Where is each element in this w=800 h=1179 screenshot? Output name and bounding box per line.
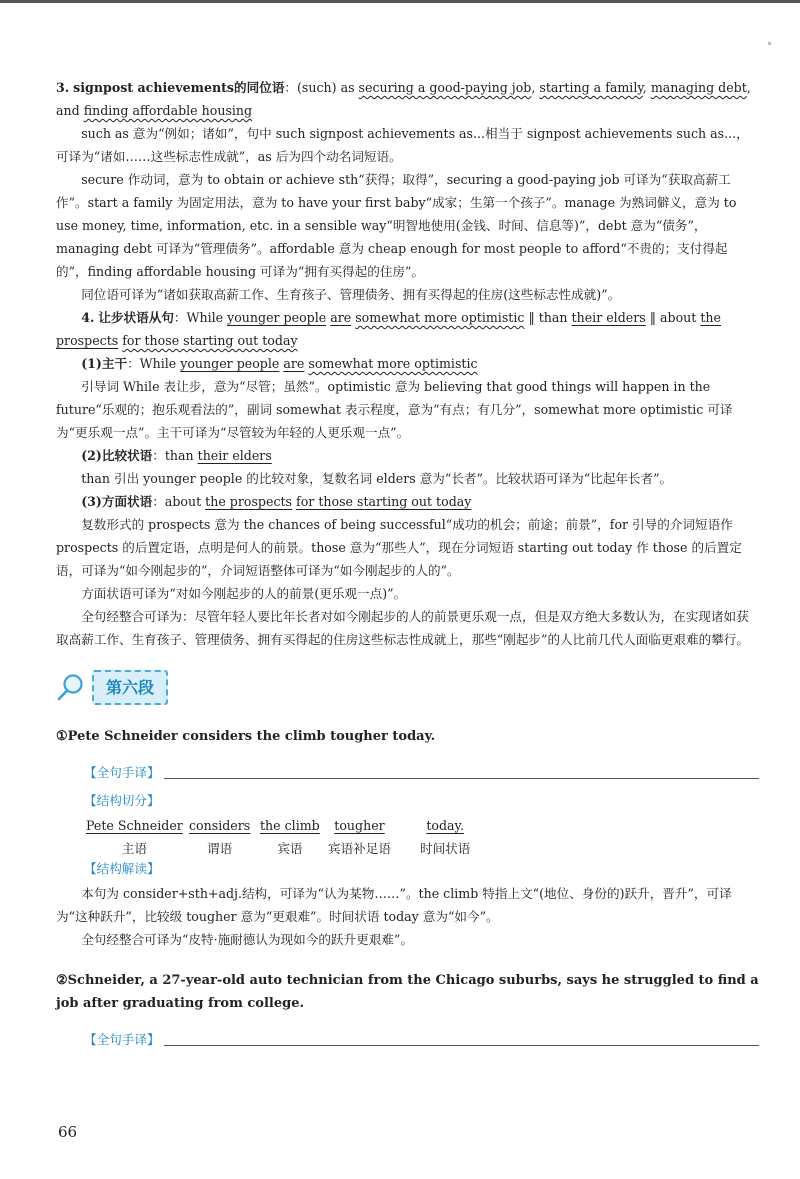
segment-en: considers <box>189 818 251 833</box>
tag-analysis: 【结构解读】 <box>84 860 160 876</box>
appositive-item: finding affordable housing <box>83 103 253 118</box>
segment-role: 主语 <box>121 841 147 856</box>
predicative: somewhat more optimistic <box>308 356 478 371</box>
tag-translate: 【全句手译】 <box>84 764 160 780</box>
predicative: somewhat more optimistic <box>355 310 525 325</box>
page-content <box>56 76 759 1053</box>
comparison-object: their elders <box>197 448 272 463</box>
section-header <box>56 669 759 705</box>
appositive-item: managing debt <box>650 80 747 95</box>
tag-translate: 【全句手译】 <box>84 1031 160 1047</box>
point4-heading <box>56 306 759 352</box>
segment-subject <box>86 814 183 860</box>
subpoint-heading <box>56 490 759 513</box>
segment-role: 宾语补足语 <box>328 841 391 856</box>
explanation-paragraph: 本句为 consider+sth+adj.结构，可译为“认为某物……”。the climb 特指上文“(地位、身份的)跃升，晋升”，可译为“这种跃升”，比较级 tougher 意为“更艰难”。时间状语 today 意为“如今”。 <box>56 886 732 924</box>
explanation-paragraph: secure 作动词，意为 to obtain or achieve sth“获得；取得”，securing a good-paying job 可译为“获取高薪工作”。start a family 为固定用法，意为 to have your first baby“成家；生第一个孩子”。manage 为熟词僻义，意为 to use money, time, information, etc. in a sensible way“明智地使用(金钱、时间、信息等)”，debt 意为“债务”，managing debt 可译为“管理债务”。affordable 意为 cheap enough for most people to afford“不贵的；支付得起的”，finding affordable housing 可译为“拥有买得起的住房”。 <box>56 172 737 279</box>
point-label: 的同位语 <box>234 80 285 95</box>
explanation-paragraph: 方面状语可译为“对如今刚起步的人的前景(更乐观一点)”。 <box>81 586 407 601</box>
segment-complement <box>328 814 391 860</box>
appositive-item: starting a family <box>539 80 643 95</box>
subpoint-heading <box>56 444 759 467</box>
segment-role: 谓语 <box>207 841 233 856</box>
point-number: 3. <box>56 80 70 95</box>
appositive-item: securing a good-paying job <box>358 80 532 95</box>
top-rule <box>0 0 800 3</box>
section-title: 第六段 <box>92 670 168 705</box>
translate-row <box>56 758 759 786</box>
structure-breakdown <box>84 814 759 854</box>
answer-line[interactable] <box>164 1033 759 1046</box>
subpoint-heading <box>56 352 759 375</box>
segment-predicate <box>189 814 250 860</box>
segment-en: Pete Schneider <box>86 818 183 833</box>
summary-paragraph: 全句经整合可译为：尽管年轻人要比年长者对如今刚起步的人的前景更乐观一点，但是双方绝大多数认为，在实现诸如获取高薪工作、生育孩子、管理债务、拥有买得起的住房这些标志性成就上，那些“刚起步”的人比前几代人面临更艰难的攀行。 <box>56 609 749 647</box>
sentence-2: ②Schneider, a 27-year-old auto technician from the Chicago suburbs, says he struggled to find a job after graduating from college. <box>56 973 759 1011</box>
explanation-paragraph: such as 意为“例如；诸如”，句中 such signpost achievements as...相当于 signpost achievements such as...，可译为“诸如……这些标志性成就”，as 后为四个动名词短语。 <box>56 126 749 164</box>
sep: , and <box>56 80 751 118</box>
clause-text: ‖ about <box>645 310 701 325</box>
clause-text: ：than <box>152 448 198 463</box>
point-term: signpost achievements <box>73 80 235 95</box>
sep: , <box>642 80 651 95</box>
structure-row <box>56 786 759 814</box>
point-colon: ： <box>173 310 187 325</box>
translate-row <box>56 1025 759 1053</box>
subpoint-label: (3)方面状语 <box>81 494 153 509</box>
point3-heading <box>56 76 759 122</box>
clause-text: ：about <box>152 494 206 509</box>
magnifier-icon <box>56 672 86 702</box>
segment-en: the climb <box>260 818 320 833</box>
explanation-paragraph: 复数形式的 prospects 意为 the chances of being successful“成功的机会；前途；前景”，for 引导的介词短语作 prospects 的后置定语，点明是何人的前景。those 意为“那些人”，现在分词短语 starting out today 作 those 的后置定语，可译为“如今刚起步的”，介词短语整体可译为“如今刚起步的人的”。 <box>56 517 742 578</box>
point-number: 4. <box>81 310 95 325</box>
point-label: 让步状语从句 <box>98 310 174 325</box>
scan-mark <box>768 42 771 45</box>
prospects-phrase: the prospects <box>205 494 293 509</box>
segment-object <box>260 814 320 860</box>
for-phrase: for those starting out today <box>122 333 298 348</box>
sep: , <box>531 80 540 95</box>
segment-role: 宾语 <box>277 841 303 856</box>
page-number: 66 <box>58 1123 78 1141</box>
explanation-paragraph: 同位语可译为“诸如获取高薪工作、生育孩子、管理债务、拥有买得起的住房(这些标志性成就)”。 <box>81 287 621 302</box>
prospects-phrase: the prospects <box>56 310 721 348</box>
tag-structure: 【结构切分】 <box>84 792 160 808</box>
point-colon: ：(such) as <box>284 80 359 95</box>
segment-en: tougher <box>334 818 385 833</box>
verb: are <box>330 310 352 325</box>
verb: are <box>283 356 305 371</box>
segment-role: 时间状语 <box>420 841 471 856</box>
clause-text: ‖ than <box>524 310 572 325</box>
comparison-object: their elders <box>571 310 646 325</box>
clause-text: While <box>186 310 228 325</box>
segment-en: today. <box>426 818 465 833</box>
summary-paragraph: 全句经整合可译为“皮特·施耐德认为现如今的跃升更艰难”。 <box>81 932 413 947</box>
subpoint-label: (1)主干 <box>81 356 128 371</box>
for-phrase: for those starting out today <box>296 494 472 509</box>
segment-adverbial <box>420 814 470 860</box>
sentence-1: ①Pete Schneider considers the climb tougher today. <box>56 729 436 744</box>
subject: younger people <box>180 356 280 371</box>
answer-line[interactable] <box>164 766 759 779</box>
explanation-paragraph: 引导词 While 表让步，意为“尽管；虽然”。optimistic 意为 believing that good things will happen in the future“乐观的；抱乐观看法的”，副词 somewhat 表示程度，意为“有点；有几分”，somewhat more optimistic 可译为“更乐观一点”。主干可译为“尽管较为年轻的人更乐观一点”。 <box>56 379 733 440</box>
subject: younger people <box>227 310 327 325</box>
explanation-paragraph: than 引出 younger people 的比较对象，复数名词 elders 意为“长者”。比较状语可译为“比起年长者”。 <box>81 471 673 486</box>
clause-text: ：While <box>127 356 181 371</box>
subpoint-label: (2)比较状语 <box>81 448 153 463</box>
